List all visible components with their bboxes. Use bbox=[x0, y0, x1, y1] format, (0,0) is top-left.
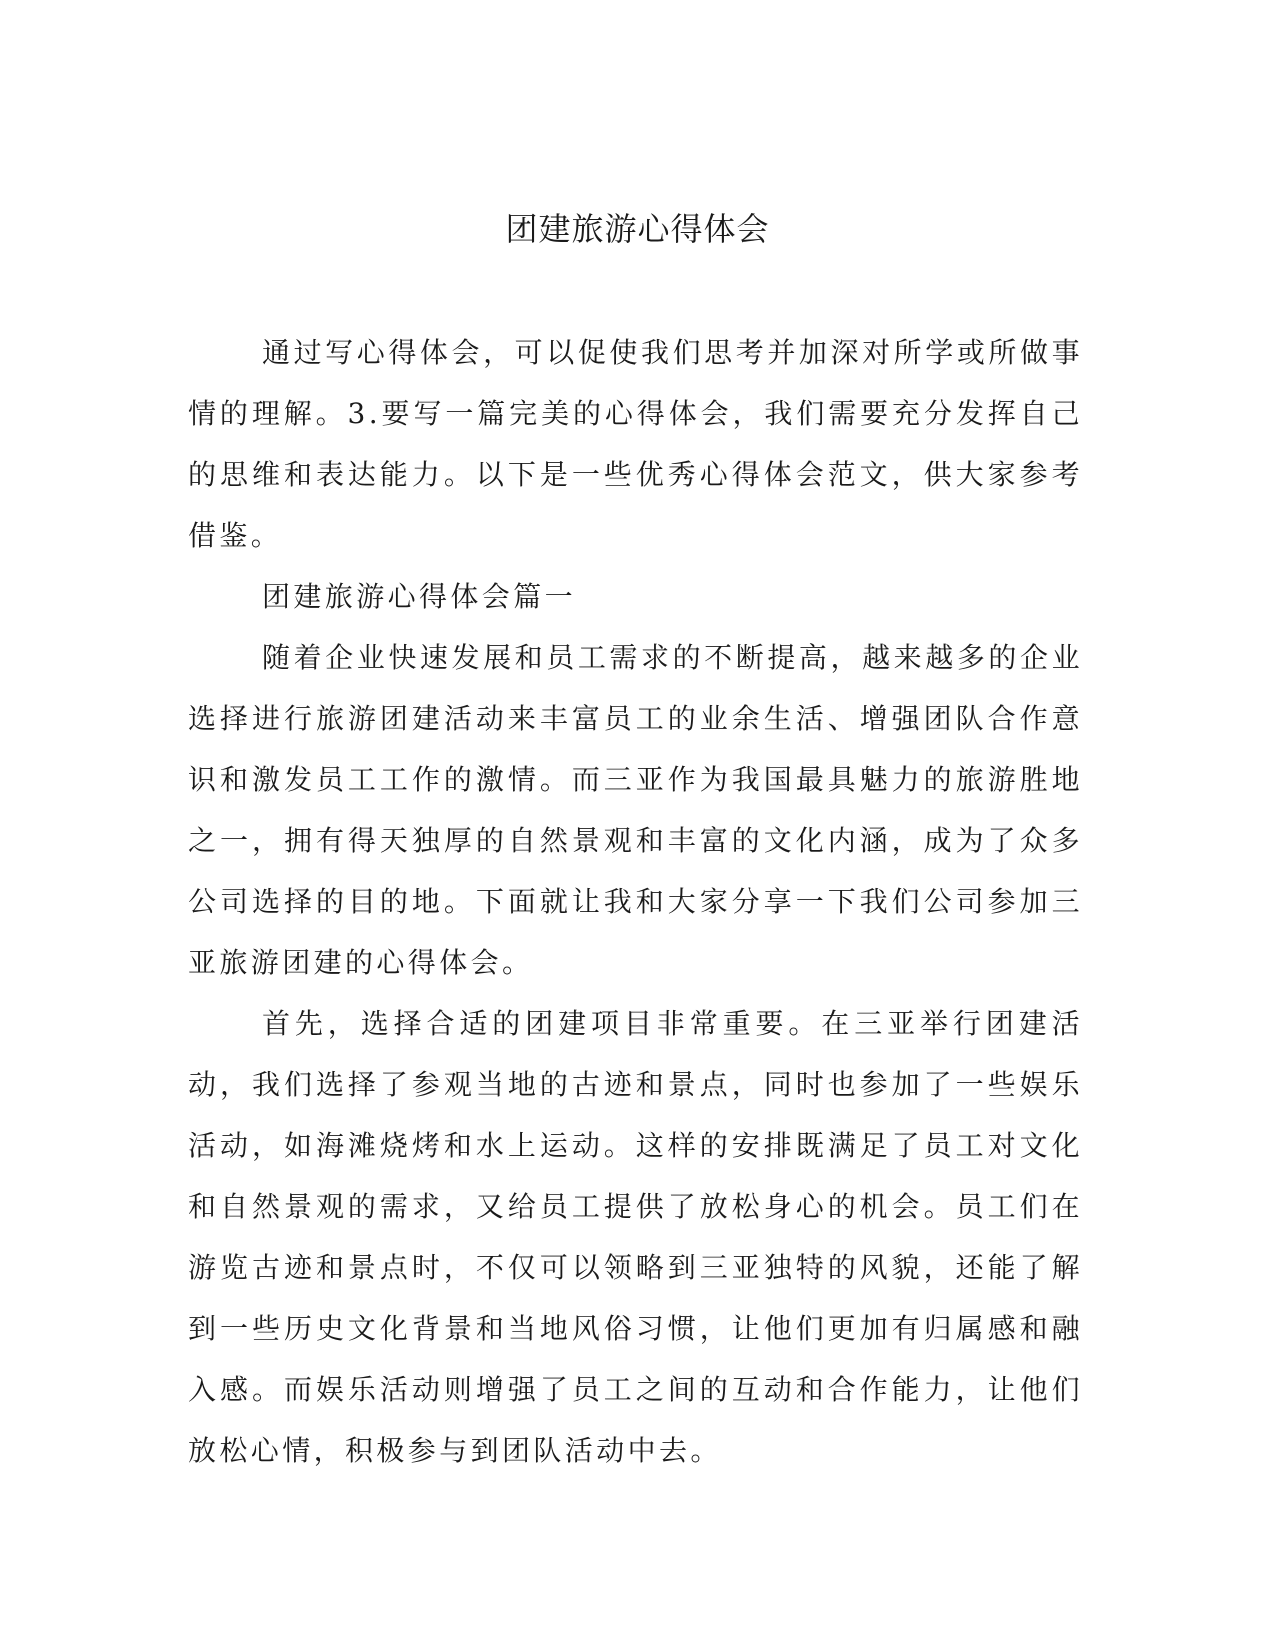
paragraph-intro: 通过写心得体会，可以促使我们思考并加深对所学或所做事情的理解。3.要写一篇完美的心得体会，我们需要充分发挥自己的思维和表达能力。以下是一些优秀心得体会范文，供大家参考借鉴。 bbox=[188, 336, 1083, 552]
paragraph-background: 随着企业快速发展和员工需求的不断提高，越来越多的企业选择进行旅游团建活动来丰富员工的业余生活、增强团队合作意识和激发员工工作的激情。而三亚作为我国最具魅力的旅游胜地之一，拥有得天独厚的自然景观和丰富的文化内涵，成为了众多公司选择的目的地。下面就让我和大家分享一下我们公司参加三亚旅游团建的心得体会。 bbox=[188, 641, 1083, 979]
paragraph-first-point: 首先，选择合适的团建项目非常重要。在三亚举行团建活动，我们选择了参观当地的古迹和景点，同时也参加了一些娱乐活动，如海滩烧烤和水上运动。这样的安排既满足了员工对文化和自然景观的需求，又给员工提供了放松身心的机会。员工们在游览古迹和景点时，不仅可以领略到三亚独特的风貌，还能了解到一些历史文化背景和当地风俗习惯，让他们更加有归属感和融入感。而娱乐活动则增强了员工之间的互动和合作能力，让他们放松心情，积极参与到团队活动中去。 bbox=[188, 1007, 1083, 1467]
document-body bbox=[188, 322, 1083, 1481]
document-title: 团建旅游心得体会 bbox=[505, 210, 770, 248]
section-heading: 团建旅游心得体会篇一 bbox=[262, 580, 577, 613]
